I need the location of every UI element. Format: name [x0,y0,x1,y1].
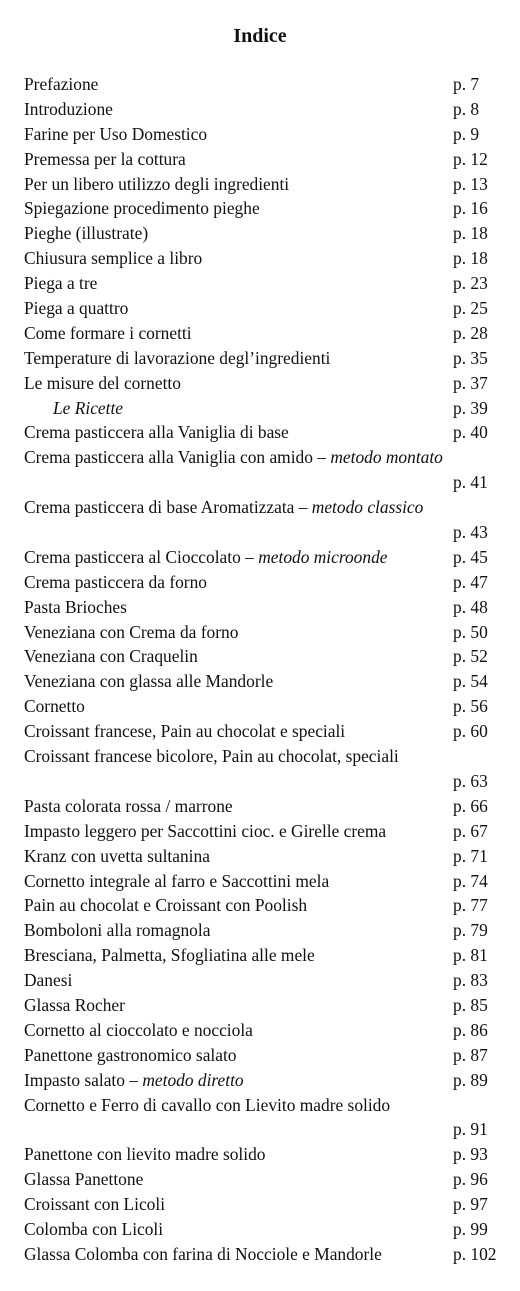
toc-entry [24,694,510,719]
toc-page-number: p. 35 [453,347,488,368]
toc-entry [24,744,510,769]
toc-entry [24,968,510,993]
toc-page-number: p. 54 [453,671,488,692]
toc-entry-text: Croissant francese, Pain au chocolat e speciali [24,721,346,742]
toc-entry [24,1217,510,1242]
toc-entry [24,794,510,819]
toc-entry-title [24,570,207,595]
toc-page-number: p. 8 [453,98,480,119]
toc-entry-text: Bomboloni alla romagnola [24,920,211,941]
toc-page-number: p. 102 [453,1243,497,1264]
toc-entry-title [24,794,233,819]
toc-entry [24,570,510,595]
toc-page-number: p. 83 [453,970,488,991]
toc-entry [24,221,510,246]
toc-entry [24,869,510,894]
toc-entry-title [24,1217,163,1242]
toc-page-number: p. 52 [453,646,488,667]
toc-entry [24,1192,510,1217]
toc-page-number: p. 71 [453,845,488,866]
toc-page-number: p. 67 [453,820,488,841]
toc-page-number: p. 79 [453,920,488,941]
toc-entry-title [24,371,181,396]
toc-entry [24,172,510,197]
toc-page-number: p. 77 [453,895,488,916]
toc-page-number: p. 7 [453,74,480,94]
toc-entry-title [24,694,85,719]
toc-entry-text: Temperature di lavorazione degl’ingredienti [24,347,331,368]
toc-entry-text: Cornetto integrale al farro e Saccottini mela [24,870,330,891]
toc-entry-text: Le misure del cornetto [24,372,181,393]
toc-entry [24,246,510,271]
toc-entry [24,545,510,570]
toc-entry-title [24,844,210,869]
toc-entry [24,1117,510,1142]
toc-entry-text: Veneziana con Crema da forno [24,621,239,642]
toc-entry-text: Veneziana con Craquelin [24,646,198,667]
toc-entry-title [24,918,210,943]
toc-entry [24,1018,510,1043]
toc-page-number: p. 47 [453,571,488,592]
toc-page-number: p. 50 [453,621,488,642]
toc-entry [24,122,510,147]
toc-page-number: p. 48 [453,596,488,617]
toc-entry-text: Glassa Colomba con farina di Nocciole e Mandorle [24,1243,382,1264]
toc-entry-text: Piega a quattro [24,298,129,319]
toc-entry-title [24,1142,265,1167]
toc-entry [24,72,510,97]
toc-entry-method: metodo montato [330,447,443,468]
toc-entry [24,321,510,346]
toc-entry [24,644,510,669]
toc-entry-text: Crema pasticcera alla Vaniglia con amido – [24,447,331,468]
toc-entry-text: Glassa Panettone [24,1169,144,1190]
toc-entry [24,719,510,744]
toc-entry-text: Le Ricette [53,397,124,418]
toc-entry [24,520,510,545]
toc-entry-title [53,396,123,421]
toc-entry-title [24,869,329,894]
toc-entry-title [24,147,186,172]
toc-page-number: p. 60 [453,721,488,742]
toc-page-number: p. 99 [453,1218,488,1239]
toc-entry [24,371,510,396]
toc-entry [24,420,510,445]
toc-entry-title [24,819,386,844]
toc-page-number: p. 66 [453,795,488,816]
toc-entry-title [24,196,260,221]
toc-entry-text: Crema pasticcera da forno [24,571,207,592]
toc-entry-title [24,545,387,570]
toc-entry [24,943,510,968]
toc-entry-text: Crema pasticcera di base Aromatizzata – [24,497,312,518]
toc-entry-text: Panettone gastronomico salato [24,1044,237,1065]
toc-entry-title [24,744,399,769]
toc-page-number: p. 63 [453,770,488,791]
toc-entry [24,147,510,172]
toc-page-number: p. 81 [453,945,488,966]
toc-page-number: p. 43 [453,522,488,543]
toc-entry-text: Per un libero utilizzo degli ingredienti [24,173,290,194]
toc-entry [24,97,510,122]
toc-entry [24,819,510,844]
toc-entry-text: Cornetto e Ferro di cavallo con Lievito madre solido [24,1094,391,1115]
toc-entry-title [24,445,443,470]
toc-entry-title [24,420,289,445]
toc-entry-title [24,321,192,346]
toc-entry-text: Colomba con Licoli [24,1218,164,1239]
toc-page-number: p. 86 [453,1019,488,1040]
toc-entry-title [24,221,148,246]
toc-entry-title [24,1242,382,1267]
toc-entry-text: Bresciana, Palmetta, Sfogliatina alle mele [24,945,315,966]
toc-page-number: p. 45 [453,546,488,567]
toc-entry [24,844,510,869]
toc-page-number: p. 40 [453,422,488,443]
toc-page-number: p. 96 [453,1169,488,1190]
toc-entry-text: Crema pasticcera alla Vaniglia di base [24,422,289,443]
toc-entry [24,296,510,321]
toc-entry-title [24,346,330,371]
toc-entry-title [24,246,202,271]
toc-entry [24,196,510,221]
toc-entry [24,1068,510,1093]
toc-entry-title [24,669,273,694]
toc-entry-text: Kranz con uvetta sultanina [24,845,210,866]
toc-entry-title [24,296,128,321]
toc-entry [24,595,510,620]
toc-entry [24,346,510,371]
toc-entry-title [24,968,72,993]
toc-page-number: p. 16 [453,198,488,219]
toc-entry-text: Pieghe (illustrate) [24,223,149,244]
toc-page-number: p. 93 [453,1144,488,1165]
toc-entry [24,1167,510,1192]
toc-entry-title [24,1192,165,1217]
toc-entry-title [24,122,207,147]
toc-page-number: p. 56 [453,696,488,717]
toc-entry-text: Cornetto [24,696,85,717]
toc-page-number: p. 12 [453,148,488,169]
toc-entry-text: Danesi [24,970,73,991]
toc-entry-text: Premessa per la cottura [24,148,186,169]
toc-page-number: p. 18 [453,248,488,269]
toc-entry-text: Farine per Uso Domestico [24,123,208,144]
toc-entry-text: Introduzione [24,98,113,119]
toc-entry-text: Come formare i cornetti [24,322,192,343]
toc-entry-text: Spiegazione procedimento pieghe [24,198,260,219]
toc-entry-title [24,893,307,918]
toc-entry [24,769,510,794]
toc-entry [24,993,510,1018]
toc-entry-title [24,1167,143,1192]
toc-entry-text: Chiusura semplice a libro [24,248,203,269]
toc-entry-title [24,1043,237,1068]
toc-page-number: p. 37 [453,372,488,393]
toc-page-number: p. 89 [453,1069,488,1090]
toc-page-number: p. 13 [453,173,488,194]
toc-entry [24,1142,510,1167]
toc-entry-title [24,495,423,520]
toc-entry [24,396,510,421]
toc-entry [24,918,510,943]
toc-entry-title [24,993,125,1018]
toc-entry-title [24,97,113,122]
toc-entry-title [24,172,289,197]
toc-entry-text: Impasto leggero per Saccottini cioc. e Girelle crema [24,820,387,841]
toc-entry-title [24,1093,390,1118]
toc-page-number: p. 97 [453,1194,488,1215]
table-of-contents [24,72,510,1267]
toc-page-number: p. 23 [453,273,488,294]
toc-entry-title [24,943,315,968]
toc-entry-text: Impasto salato – [24,1069,143,1090]
toc-entry-title [24,1018,253,1043]
toc-page-number: p. 85 [453,994,488,1015]
toc-entry [24,271,510,296]
toc-page-number: p. 91 [453,1119,488,1140]
toc-entry [24,470,510,495]
toc-entry-title [24,719,345,744]
toc-entry-title [24,595,127,620]
page-title: Indice [233,25,287,47]
toc-entry-text: Panettone con lievito madre solido [24,1144,266,1165]
toc-entry-text: Glassa Rocher [24,994,125,1015]
toc-entry-method: metodo microonde [258,546,388,567]
toc-page-number: p. 25 [453,298,488,319]
toc-entry-text: Croissant con Licoli [24,1194,166,1215]
toc-entry-method: metodo classico [311,497,424,518]
toc-entry-text: Prefazione [24,74,99,94]
toc-entry-title [24,271,97,296]
toc-page-number: p. 74 [453,870,488,891]
toc-entry-method: metodo diretto [142,1069,244,1090]
toc-page-number: p. 39 [453,397,488,418]
toc-entry [24,495,510,520]
toc-entry-text: Pasta colorata rossa / marrone [24,795,233,816]
toc-entry-title [24,620,238,645]
toc-entry [24,1093,510,1118]
toc-entry-text: Crema pasticcera al Cioccolato – [24,546,259,567]
toc-page-number: p. 18 [453,223,488,244]
toc-entry-text: Veneziana con glassa alle Mandorle [24,671,274,692]
toc-page-number: p. 87 [453,1044,488,1065]
toc-page-number: p. 28 [453,322,488,343]
toc-entry [24,669,510,694]
toc-entry [24,445,510,470]
toc-entry [24,893,510,918]
toc-entry [24,1043,510,1068]
toc-entry-text: Piega a tre [24,273,98,294]
toc-page-number: p. 41 [453,472,488,493]
toc-entry-title [24,644,198,669]
toc-entry-text: Pain au chocolat e Croissant con Poolish [24,895,308,916]
toc-entry-text: Pasta Brioches [24,596,127,617]
toc-entry [24,1242,510,1267]
toc-entry-title [24,72,98,97]
toc-entry-text: Croissant francese bicolore, Pain au chocolat, speciali [24,746,399,767]
toc-entry-title [24,1068,244,1093]
toc-page-number: p. 9 [453,123,480,144]
toc-entry-text: Cornetto al cioccolato e nocciola [24,1019,253,1040]
toc-entry [24,620,510,645]
